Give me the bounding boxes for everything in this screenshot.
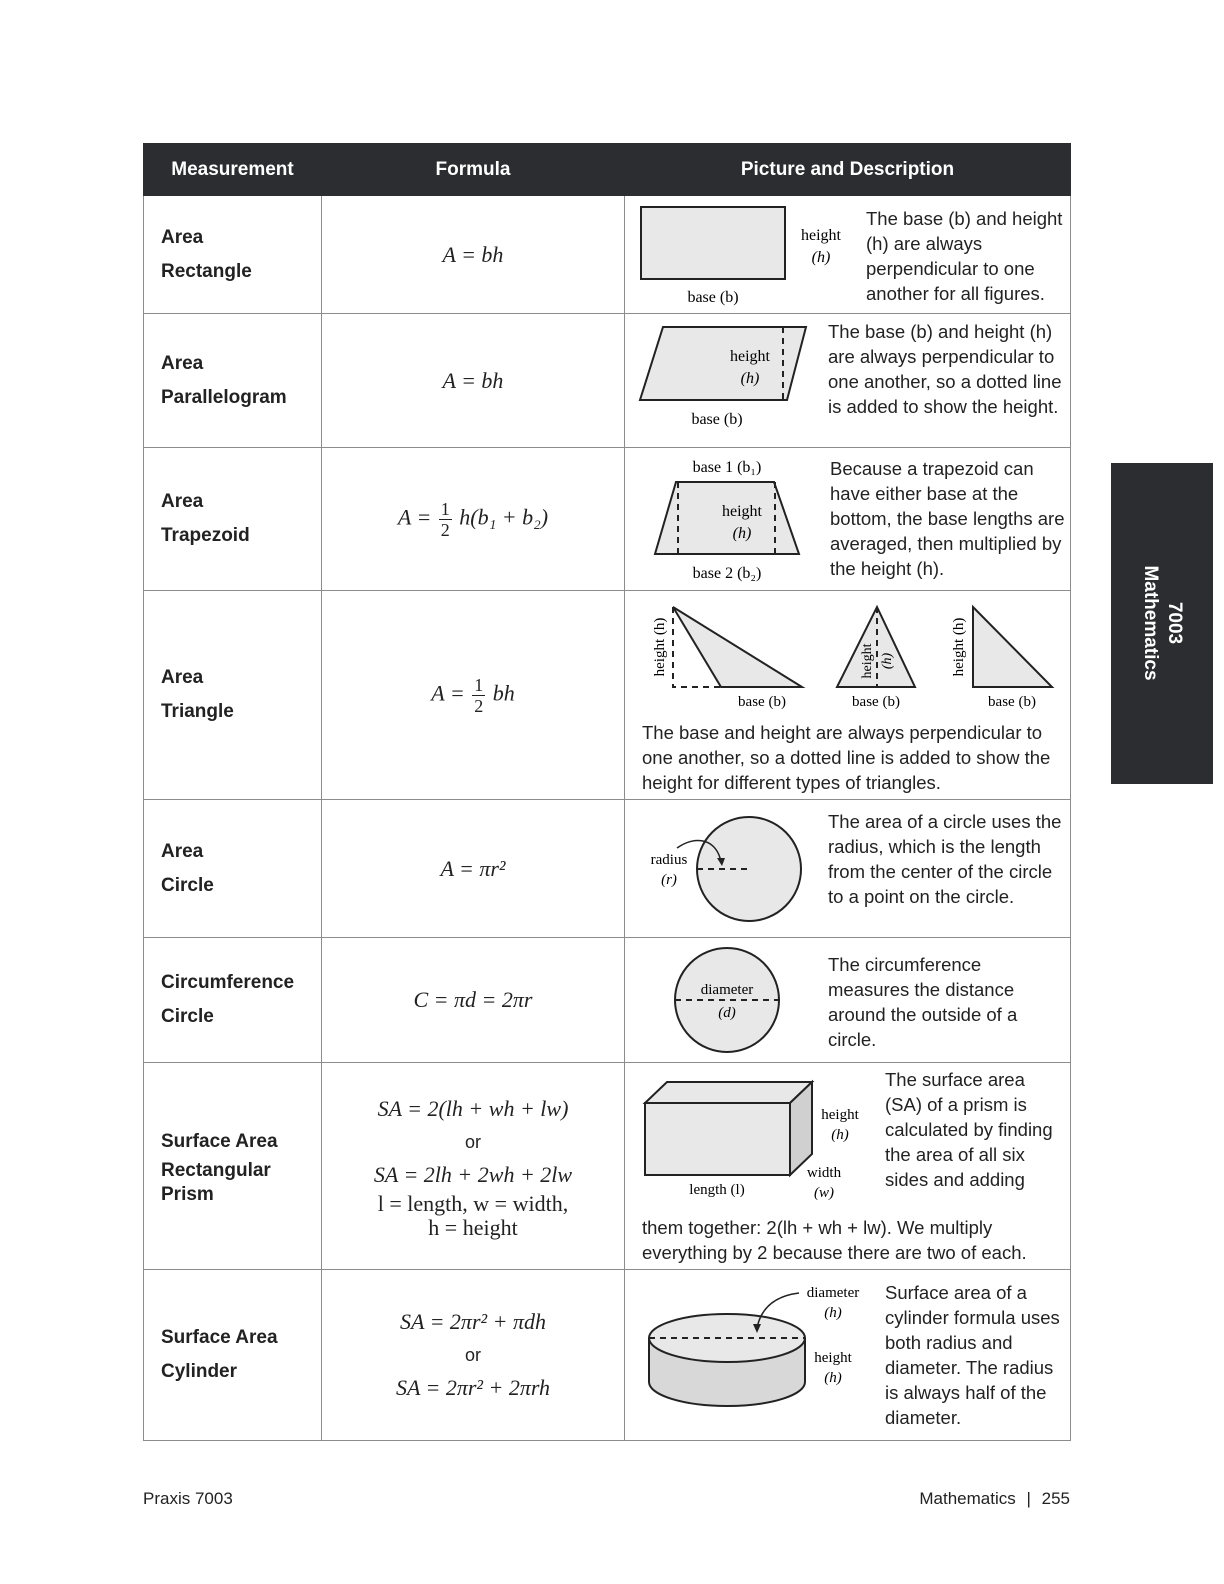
- parallelogram-shape: [640, 327, 806, 400]
- side-tab-subject: Mathematics: [1140, 565, 1161, 681]
- table-row: [144, 591, 1071, 800]
- prism-height-label: height: [821, 1107, 859, 1123]
- cyl-diameter-h-label: (h): [824, 1305, 842, 1321]
- table-header-row: [144, 144, 1071, 196]
- prism-w-label: (w): [814, 1185, 834, 1201]
- cylinder-description: Surface area of a cylinder formula uses both radius and diameter. The radius is always half of the diameter.: [885, 1282, 1060, 1428]
- footer-separator: |: [1026, 1489, 1031, 1508]
- rect-h-label: (h): [811, 249, 831, 266]
- diameter-d-label: (d): [718, 1005, 736, 1021]
- formula-cell: A = $\frac{1}{2}$ bh: [322, 591, 625, 800]
- table-row: [144, 448, 1071, 591]
- trap-height-label: height: [722, 503, 762, 520]
- fraction-half: $\frac{1}{2}$: [474, 674, 484, 716]
- prism-width-label: width: [806, 1165, 842, 1181]
- formula-cell: A = $\frac{1}{2}$ h(b₁ + b₂): [322, 448, 625, 591]
- measurement-cell: Area Circle: [144, 800, 322, 938]
- table-row: [144, 1063, 1071, 1270]
- side-tab-code: 7003: [1164, 601, 1185, 645]
- section-side-tab: [1111, 463, 1213, 784]
- formula-cell: C = πd = 2πr: [322, 938, 625, 1063]
- radius-r-label: (r): [661, 872, 677, 888]
- acute-height-label: height: [860, 643, 875, 679]
- formula-cell: SA = 2(lh + wh + lw) or SA = 2lh + 2wh + 2lw l = length, w = width, h = height: [322, 1063, 625, 1270]
- table-row: [144, 314, 1071, 448]
- footer-right: [919, 1489, 1070, 1509]
- trap-base1-label: base 1 (b₁): [692, 459, 762, 476]
- obtuse-height-label: height (h): [652, 617, 668, 677]
- footer-subject: Mathematics: [919, 1489, 1016, 1508]
- picture-cell: [625, 938, 1071, 1063]
- trap-h-label: (h): [732, 525, 752, 542]
- cyl-height-label: height: [814, 1350, 852, 1366]
- picture-cell: [625, 591, 1071, 800]
- prism-top: [645, 1082, 812, 1103]
- table-row: [144, 938, 1071, 1063]
- radius-label: radius: [650, 852, 688, 868]
- prism-h-label: (h): [831, 1127, 849, 1143]
- formula-cell: SA = 2πr² + πdh or SA = 2πr² + 2πrh: [322, 1270, 625, 1441]
- rect-base-label: base (b): [687, 289, 739, 306]
- measurement-cell: Area Rectangle: [144, 196, 322, 314]
- measurement-cell: Area Parallelogram: [144, 314, 322, 448]
- para-description: The base (b) and height (h) are always perpendicular to one another, so a dotted line is added to show the height.: [828, 321, 1062, 417]
- picture-cell: [625, 800, 1071, 938]
- footer-left: Praxis 7003: [143, 1489, 233, 1508]
- fraction-half: $\frac{1}{2}$: [440, 498, 450, 540]
- cyl-height-h-label: (h): [824, 1370, 842, 1386]
- right-triangle-shape: [973, 607, 1052, 687]
- formula-cell: A = bh: [322, 196, 625, 314]
- right-height-label: height (h): [951, 617, 967, 677]
- table-row: [144, 1270, 1071, 1441]
- obtuse-base-label: base (b): [738, 694, 786, 710]
- para-height-label: height: [730, 348, 770, 365]
- header-formula: Formula: [322, 144, 625, 196]
- para-base-label: base (b): [691, 411, 743, 428]
- measurement-cell: Circumference Circle: [144, 938, 322, 1063]
- circumference-description: The circumference measures the distance around the outside of a circle.: [828, 954, 1018, 1050]
- acute-base-label: base (b): [852, 694, 900, 710]
- triangle-description: The base and height are always perpendicular to one another, so a dotted line is added to show the height for different types of triangles.: [642, 722, 1051, 793]
- rect-description: The base (b) and height (h) are always perpendicular to one another for all figures.: [866, 208, 1063, 304]
- cyl-diameter-label: diameter: [806, 1285, 860, 1301]
- diameter-label: diameter: [700, 982, 754, 998]
- picture-cell: [625, 448, 1071, 591]
- measurement-cell: Area Trapezoid: [144, 448, 322, 591]
- picture-cell: [625, 196, 1071, 314]
- header-measurement: Measurement: [144, 144, 322, 196]
- prism-description-top: The surface area (SA) of a prism is calculated by finding the area of all six sides and adding: [885, 1069, 1053, 1190]
- prism-front: [645, 1103, 790, 1175]
- measurement-cell: Area Triangle: [144, 591, 322, 800]
- obtuse-triangle-shape: [673, 607, 802, 687]
- page-number: 255: [1041, 1489, 1070, 1508]
- prism-length-label: length (l): [689, 1182, 745, 1198]
- table-row: [144, 800, 1071, 938]
- table-row: [144, 196, 1071, 314]
- picture-cell: [625, 314, 1071, 448]
- formula-table: [143, 143, 1071, 1441]
- circle-area-description: The area of a circle uses the radius, which is the length from the center of the circle to a point on the circle.: [828, 811, 1062, 907]
- rect-height-label: height: [801, 227, 841, 244]
- rectangle-shape: [641, 207, 785, 279]
- prism-description-bottom: them together: 2(lh + wh + lw). We multiply everything by 2 because there are two of each.: [642, 1217, 1027, 1263]
- picture-cell: [625, 1270, 1071, 1441]
- right-base-label: base (b): [988, 694, 1036, 710]
- trap-base2-label: base 2 (b₂): [692, 565, 762, 582]
- formula-cell: A = bh: [322, 314, 625, 448]
- measurement-cell: Surface Area Cylinder: [144, 1270, 322, 1441]
- trap-description: Because a trapezoid can have either base at the bottom, the base lengths are averaged, then multiplied by the height (h).: [830, 458, 1065, 579]
- measurement-cell: Surface Area Rectangular Prism: [144, 1063, 322, 1270]
- formula-cell: A = πr²: [322, 800, 625, 938]
- picture-cell: [625, 1063, 1071, 1270]
- para-h-label: (h): [740, 370, 760, 387]
- acute-h-label: (h): [880, 652, 895, 670]
- header-picture: Picture and Description: [625, 144, 1071, 196]
